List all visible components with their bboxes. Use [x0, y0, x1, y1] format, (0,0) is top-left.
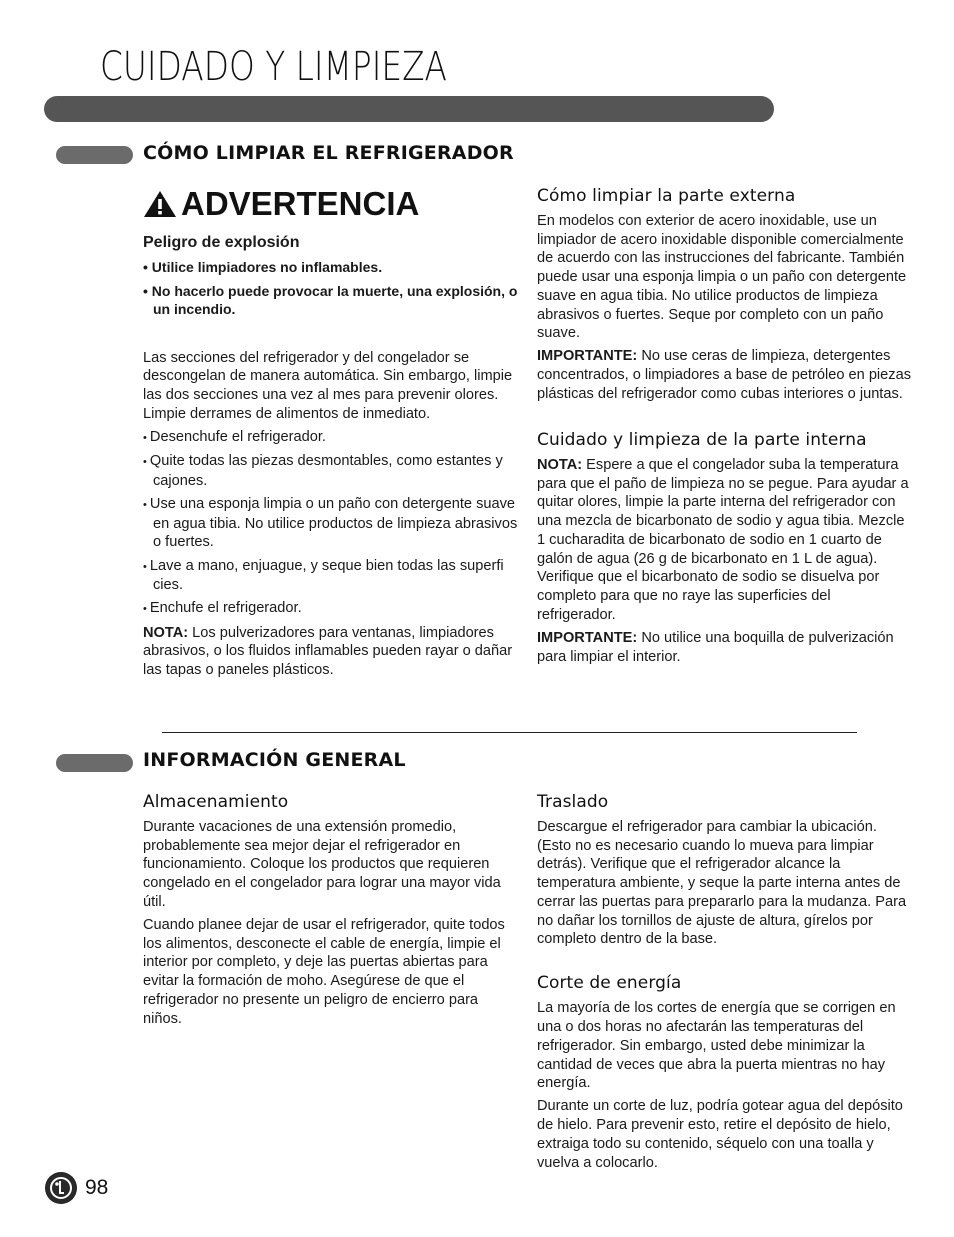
- important-text: No utilice una boquilla de pulverización para limpiar el interior.: [537, 629, 894, 665]
- external-cleaning-text: En modelos con exterior de acero inoxidable, use un limpiador de acero inoxidable disponible comercialmente de acuerdo con las instrucciones del fabricante. También puede usar una esponja limpia o un paño con detergente suave en agua tibia. No utilice productos de limpieza abrasivos o fuertes. Seque por completo con un paño suave.: [537, 213, 907, 342]
- internal-important: [537, 629, 913, 666]
- section-marker: [56, 754, 133, 772]
- step-item: • Lave a mano, enjuague, y seque bien todas las superfi cies.: [143, 557, 519, 595]
- note-text: Los pulverizadores para ventanas, limpiadores abrasivos, o los fluidos inflamables pueden rayar o dañar las tapas o paneles plásticos.: [143, 624, 513, 679]
- note-paragraph: [143, 624, 519, 680]
- step-item: • Use una esponja limpia o un paño con detergente suave en agua tibia. No utilice productos de limpieza abrasivos o fuertes.: [143, 495, 519, 552]
- important-label: IMPORTANTE:: [537, 629, 638, 646]
- warning-icon: [143, 189, 177, 219]
- step-item: • Enchufe el refrigerador.: [143, 599, 519, 619]
- note-text: Espere a que el congelador suba la temperatura para que el paño de limpieza no se pegue. Para ayudar a quitar olores, limpie la parte interna del refrigerador con una mezcla de bicarbonato de sodio y agua tibia. Mezcle 1 cucharadita de bicarbonato de sodio en 1 cuarto de galón de agua (26 g de bicarbonato en 1 L de agua). Verifique que el bicarbonato de sodio se disuelva por completo para que no raye las superficies del refrigerador.: [537, 457, 909, 623]
- warning-item: • Utilice limpiadores no inflamables.: [143, 258, 519, 277]
- section-divider: [162, 732, 857, 733]
- internal-cleaning-heading: Cuidado y limpieza de la parte interna: [537, 430, 867, 451]
- intro-paragraph: Las secciones del refrigerador y del congelador se descongelan de manera automática. Sin embargo, limpie las dos secciones una vez al mes para prevenir olores. Limpie derrames de alimentos de inmediato.: [143, 349, 513, 422]
- important-text: No use ceras de limpieza, detergentes concentrados, o limpiadores a base de petróleo en piezas plásticas del refrigerador como cubas interiores o juntas.: [537, 348, 912, 402]
- right-column-general: [537, 792, 913, 1177]
- warning-title: [143, 186, 519, 222]
- cleaning-steps: [143, 428, 519, 619]
- title-bar: [44, 96, 774, 122]
- left-column-general: [143, 792, 519, 1033]
- warning-subtitle: Peligro de explosión: [143, 234, 300, 251]
- moving-heading: Traslado: [537, 792, 609, 812]
- moving-paragraph: Descargue el refrigerador para cambiar la ubicación. (Esto no es necesario cuando lo mueva para limpiar detrás). Verifique que el refrigerador alcance la temperatura ambiente, y seque la parte interna antes de cerrar las puertas para prepararlo para la mudanza. Para no dañar los tornillos de ajuste de altura, gírelos por completo dentro de la base.: [537, 819, 907, 948]
- lg-logo-icon: [45, 1172, 77, 1204]
- left-column-cleaning: [143, 186, 519, 684]
- power-outage-paragraph: Durante un corte de luz, podría gotear agua del depósito de hielo. Para prevenir esto, retire el depósito de hielo, extraiga todo su contenido, séquelo con una toalla y vuelva a colocarlo.: [537, 1098, 903, 1171]
- external-cleaning-heading: Cómo limpiar la parte externa: [537, 186, 796, 206]
- step-item: • Desenchufe el refrigerador.: [143, 428, 519, 448]
- page-title: CUIDADO Y LIMPIEZA: [100, 44, 448, 90]
- warning-title-text: ADVERTENCIA: [181, 185, 420, 222]
- page-footer: [45, 1172, 108, 1204]
- power-outage-heading: Corte de energía: [537, 973, 682, 994]
- note-label: NOTA:: [143, 624, 189, 641]
- internal-note: [537, 456, 913, 624]
- right-column-cleaning: [537, 186, 913, 671]
- page-number: 98: [85, 1176, 109, 1199]
- warning-list: [143, 258, 519, 319]
- section-heading-general: INFORMACIÓN GENERAL: [143, 749, 406, 771]
- power-outage-paragraph: La mayoría de los cortes de energía que se corrigen en una o dos horas no afectarán las temperaturas del refrigerador. Sin embargo, usted debe minimizar la cantidad de veces que abra la puerta mientras no hay energía.: [537, 1000, 896, 1092]
- section-marker: [56, 146, 133, 164]
- note-label: NOTA:: [537, 457, 583, 474]
- step-item: • Quite todas las piezas desmontables, como estantes y cajones.: [143, 452, 519, 490]
- important-label: IMPORTANTE:: [537, 348, 638, 365]
- external-important: [537, 347, 913, 403]
- storage-paragraph: Durante vacaciones de una extensión promedio, probablemente sea mejor dejar el refrigerador en funcionamiento. Coloque los productos que requieren congelado en el congelador para lograr una mayor vida útil.: [143, 819, 501, 910]
- storage-paragraph: Cuando planee dejar de usar el refrigerador, quite todos los alimentos, desconecte el cable de energía, limpie el interior por completo, y deje las puertas abiertas para evitar la formación de moho. Asegúrese de que el refrigerador no presente un peligro de encierro para niños.: [143, 917, 505, 1027]
- warning-item: • No hacerlo puede provocar la muerte, una explosión, o un incendio.: [143, 282, 519, 319]
- storage-heading: Almacenamiento: [143, 792, 289, 812]
- section-heading-cleaning: CÓMO LIMPIAR EL REFRIGERADOR: [143, 142, 514, 164]
